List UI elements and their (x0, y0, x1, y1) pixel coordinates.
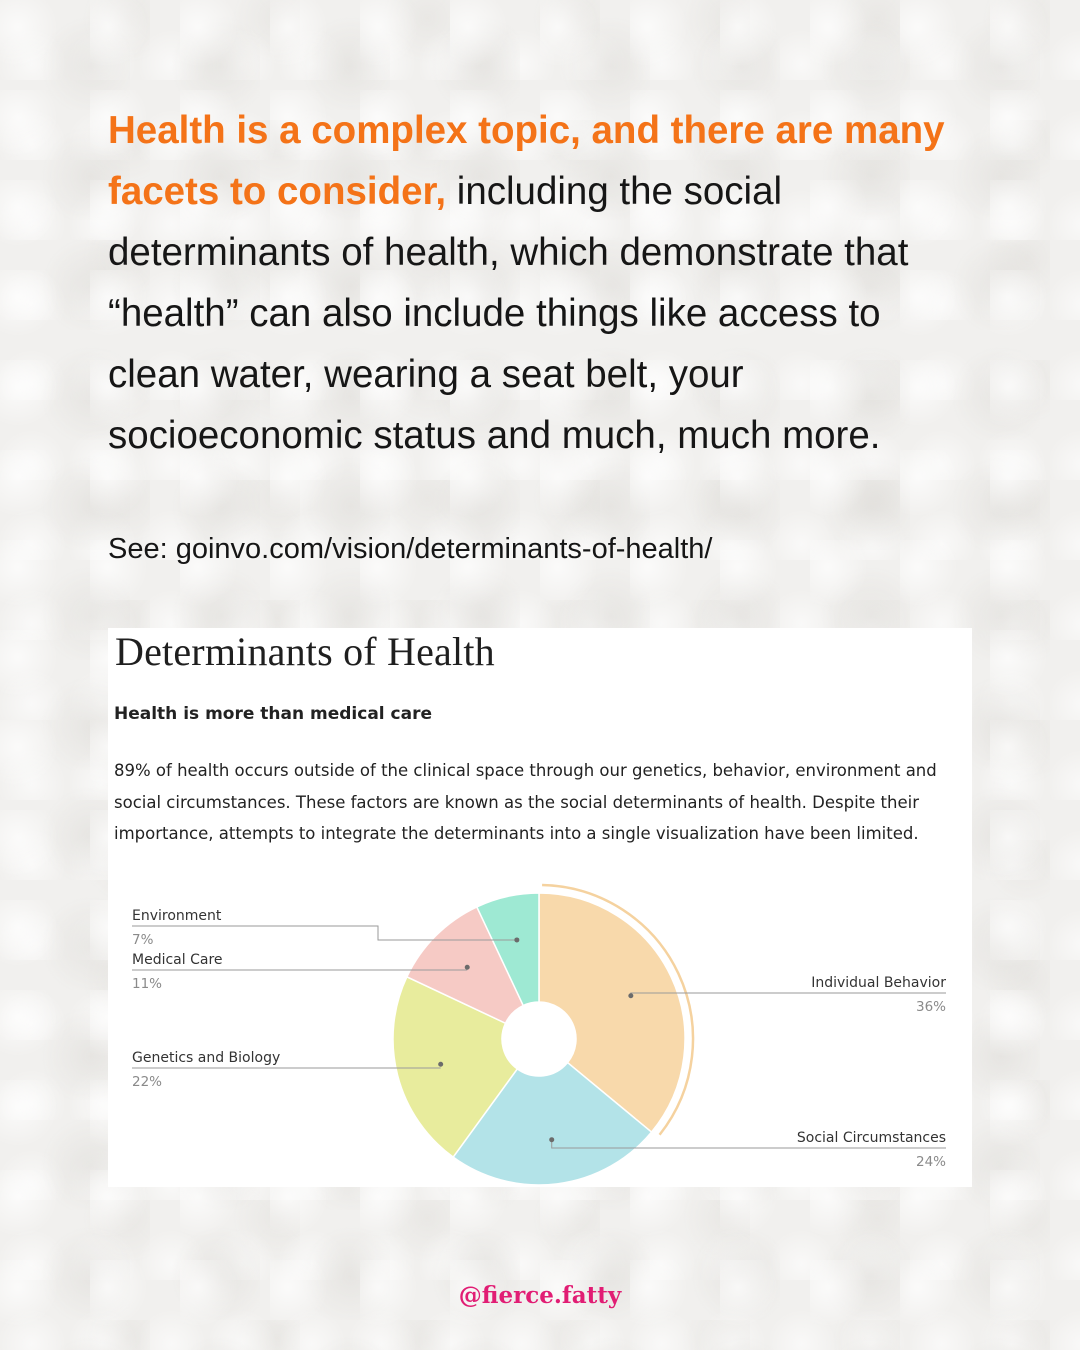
slice-value: 36% (915, 999, 946, 1015)
card-body: 89% of health occurs outside of the clinical space through our genetics, behavior, environment and social circumstances. These factors are known as the social determinants of health. Despite their importance, attempts to integrate the determinants into a single visualization have been limited. (114, 761, 937, 843)
slice-value: 7% (132, 932, 154, 948)
leader-dot (549, 1137, 554, 1142)
slice-label: Social Circumstances (796, 1130, 946, 1146)
card-subtitle: Health is more than medical care (114, 704, 433, 724)
source-link[interactable]: See: goinvo.com/vision/determinants-of-health/ (108, 533, 713, 565)
intro-text: including the social determinants of health, which demonstrate that “health” can also include things like access to clean water, wearing a seat belt, your socioeconomic status and much, much more. (108, 170, 909, 457)
slice-value: 24% (915, 1154, 946, 1170)
author-handle[interactable]: @fierce.fatty (458, 1282, 622, 1309)
slice-value: 22% (132, 1074, 163, 1090)
leader-dot (628, 993, 633, 998)
pie-chart (108, 628, 972, 1187)
intro-highlight: Health is a complex topic, and there are many facets to consider, (108, 109, 945, 213)
intro-paragraph (108, 100, 978, 466)
chart-card (108, 628, 972, 1187)
slice-label: Individual Behavior (811, 975, 946, 991)
leader-dot (438, 1062, 443, 1067)
leader-dot (514, 937, 519, 942)
leader-dot (465, 965, 470, 970)
slice-label: Environment (132, 908, 222, 924)
slice-label: Medical Care (132, 952, 223, 968)
card-title: Determinants of Health (115, 629, 495, 674)
slice-label: Genetics and Biology (132, 1050, 281, 1066)
slice-value: 11% (132, 976, 163, 992)
